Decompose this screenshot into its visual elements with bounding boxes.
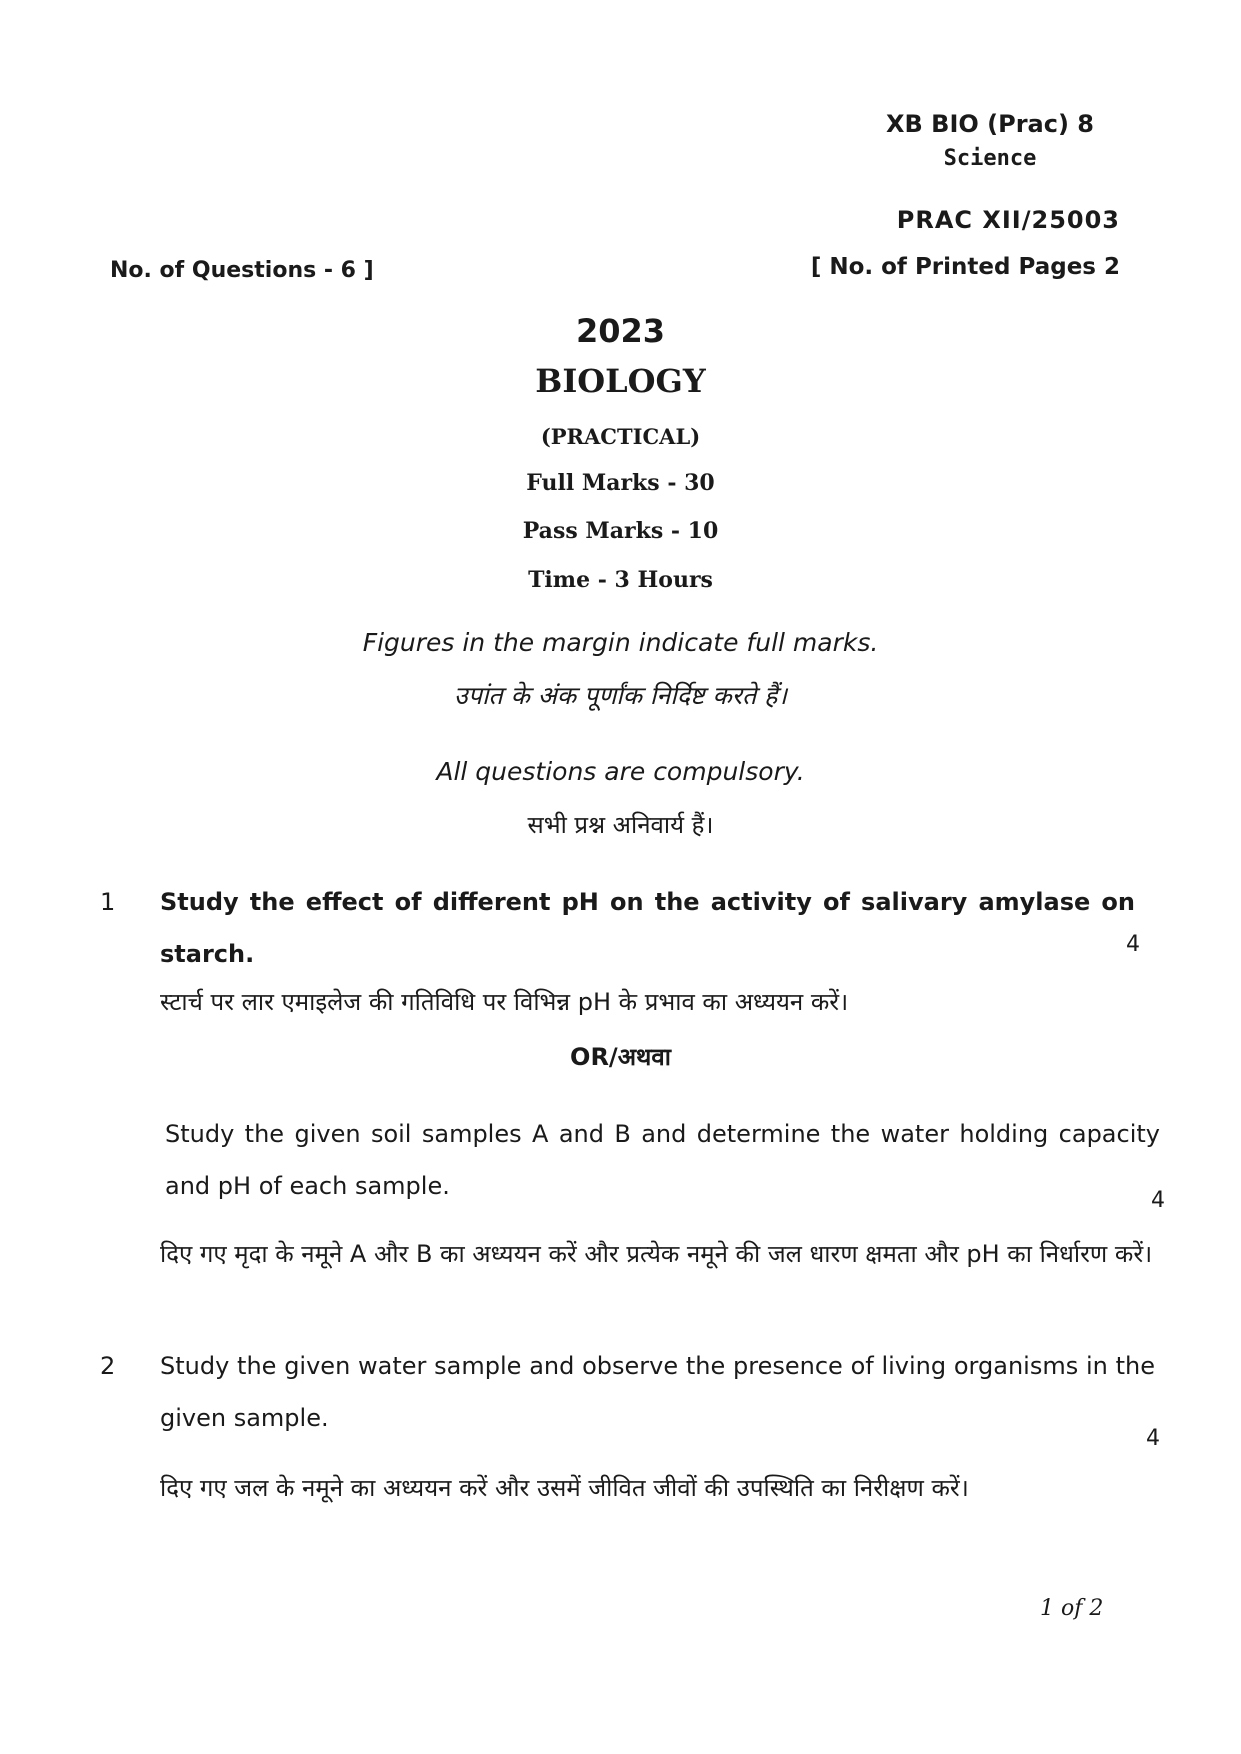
- question-number: 2: [100, 1352, 116, 1380]
- paper-code: PRAC XII/25003: [896, 206, 1120, 234]
- or-separator: OR/अथवा: [570, 1043, 671, 1071]
- alternative-question-text-hindi: दिए गए मृदा के नमूने A और B का अध्ययन करें और प्रत्येक नमूने की जल धारण क्षमता और pH का निर्धारण करें।: [160, 1240, 1153, 1268]
- full-marks: Full Marks - 30: [526, 470, 715, 496]
- instruction-figures-hindi: उपांत के अंक पूर्णांक निर्दिष्ट करते हैं।: [454, 681, 787, 710]
- exam-type: (PRACTICAL): [540, 424, 701, 449]
- number-of-printed-pages: [ No. of Printed Pages 2: [810, 254, 1120, 280]
- exam-time: Time - 3 Hours: [528, 567, 713, 593]
- question-text-english: Study the effect of different pH on the activity of salivary amylase on starch.: [160, 888, 1135, 968]
- instruction-compulsory-english: All questions are compulsory.: [436, 757, 805, 786]
- question-marks: 4: [1126, 932, 1140, 957]
- question-text-hindi: स्टार्च पर लार एमाइलेज की गतिविधि पर विभिन्न pH के प्रभाव का अध्ययन करें।: [160, 988, 849, 1016]
- page-number: 1 of 2: [1040, 1596, 1104, 1621]
- question-text-hindi: दिए गए जल के नमूने का अध्ययन करें और उसमें जीवित जीवों की उपस्थिति का निरीक्षण करें।: [160, 1474, 969, 1502]
- stream-label: Science: [943, 146, 1037, 171]
- alternative-question-text-english: Study the given soil samples A and B and determine the water holding capacity and pH of each sample.: [165, 1120, 1160, 1200]
- question-number: 1: [100, 888, 116, 916]
- instruction-compulsory-hindi: सभी प्रश्न अनिवार्य हैं।: [527, 811, 714, 839]
- alternative-question-marks: 4: [1151, 1188, 1165, 1213]
- pass-marks: Pass Marks - 10: [522, 518, 719, 544]
- number-of-questions: No. of Questions - 6 ]: [110, 258, 374, 283]
- exam-year: 2023: [575, 312, 666, 350]
- question-text-english: Study the given water sample and observe the presence of living organisms in the given sample.: [160, 1352, 1155, 1432]
- exam-subject: BIOLOGY: [535, 362, 706, 400]
- subject-code: XB BIO (Prac) 8: [886, 110, 1094, 138]
- instruction-figures-english: Figures in the margin indicate full marks.: [362, 628, 879, 657]
- question-marks: 4: [1146, 1426, 1160, 1451]
